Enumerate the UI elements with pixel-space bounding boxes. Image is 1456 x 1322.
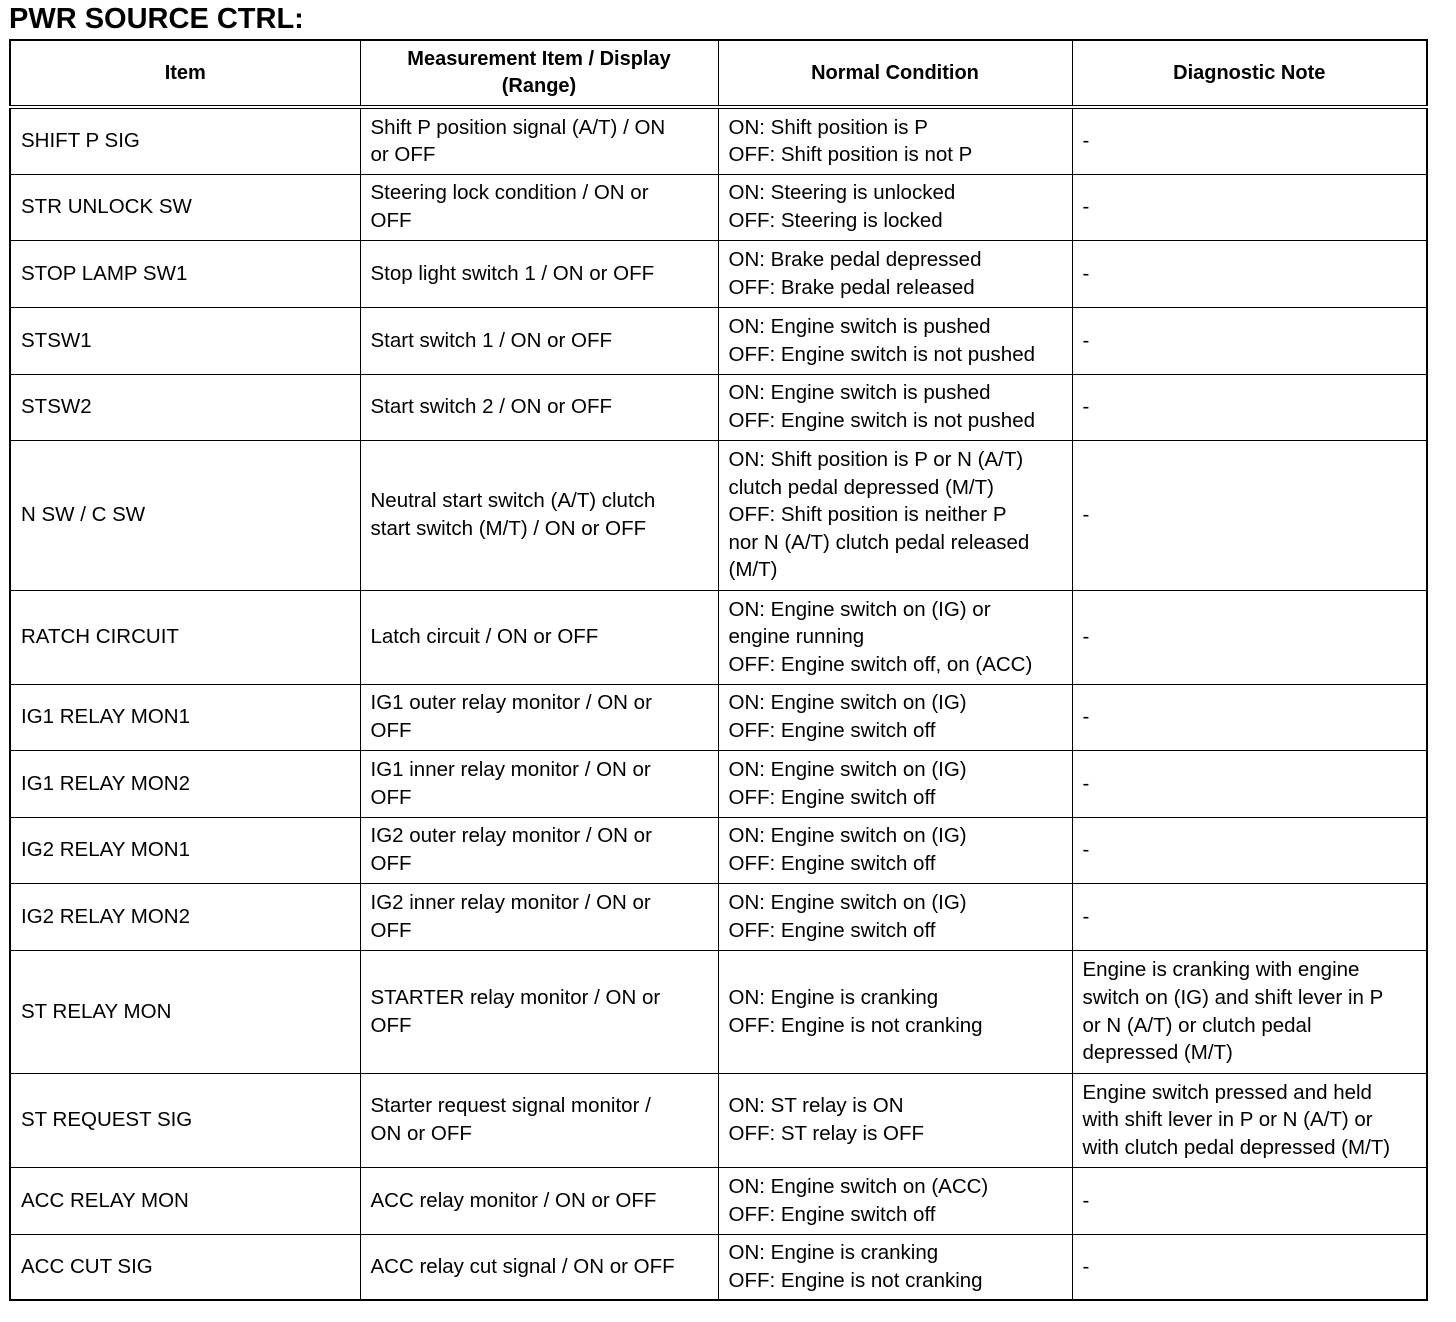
cell-normal-condition: [718, 1073, 1072, 1167]
cell-line: -: [1082, 503, 1090, 527]
cell-text: STSW2: [21, 395, 92, 419]
cell-diagnostic-note: [1072, 240, 1427, 307]
cell-text: IG2 RELAY MON2: [21, 904, 190, 928]
cell-line: or OFF: [370, 143, 436, 167]
cell-line: with clutch pedal depressed (M/T): [1082, 1135, 1391, 1159]
cell-line: -: [1082, 395, 1090, 419]
cell-line: -: [1082, 771, 1090, 795]
cell-line: Shift P position signal (A/T) / ON: [370, 115, 666, 139]
cell-normal-condition: [718, 750, 1072, 817]
cell-text: N SW / C SW: [21, 503, 146, 527]
cell-diagnostic-note: [1072, 684, 1427, 750]
cell-line: depressed (M/T): [1082, 1041, 1233, 1065]
cell-line: -: [1082, 904, 1090, 928]
cell-text: IG1 RELAY MON2: [21, 771, 190, 795]
cell-line: ON: Steering is unlocked: [728, 181, 956, 205]
cell-line: OFF: Engine switch is not pushed: [728, 409, 1036, 432]
cell-text: ST REQUEST SIG: [21, 1108, 193, 1132]
cell-item: [10, 174, 360, 240]
header-normal-condition: [718, 40, 1072, 107]
cell-line: ON: ST relay is ON: [728, 1094, 904, 1118]
cell-line: or N (A/T) or clutch pedal: [1082, 1013, 1312, 1037]
cell-line: nor N (A/T) clutch pedal released: [728, 530, 1030, 554]
cell-text: IG1 RELAY MON1: [21, 705, 190, 729]
cell-measurement: [360, 883, 718, 950]
cell-line: -: [1082, 328, 1090, 352]
cell-item: [10, 817, 360, 883]
cell-text: SHIFT P SIG: [21, 129, 140, 153]
table-row: [10, 684, 1427, 750]
cell-line: OFF: Brake pedal released: [728, 275, 975, 299]
cell-item: [10, 440, 360, 590]
cell-diagnostic-note: [1072, 1167, 1427, 1234]
cell-text: ACC CUT SIG: [21, 1254, 153, 1278]
cell-diagnostic-note: [1072, 107, 1427, 174]
cell-line: ON: Engine is cranking: [728, 1241, 939, 1265]
cell-normal-condition: [718, 883, 1072, 950]
cell-item: [10, 307, 360, 374]
table-row: [10, 374, 1427, 440]
cell-normal-condition: [718, 174, 1072, 240]
cell-line: OFF: Shift position is neither P: [728, 503, 1007, 527]
table-row: [10, 107, 1427, 174]
cell-line: OFF: Engine switch off, on (ACC): [728, 652, 1033, 676]
cell-line: OFF: Steering is locked: [728, 209, 943, 232]
cell-measurement: [360, 1073, 718, 1167]
cell-normal-condition: [718, 1234, 1072, 1300]
cell-line: STARTER relay monitor / ON or: [370, 985, 661, 1009]
cell-line: ON: Shift position is P: [728, 115, 928, 139]
header-line: Normal Condition: [811, 61, 979, 84]
cell-normal-condition: [718, 950, 1072, 1073]
cell-line: OFF: [370, 918, 412, 942]
cell-line: ON: Engine switch on (IG): [728, 890, 967, 914]
table-row: [10, 240, 1427, 307]
cell-line: OFF: [370, 852, 412, 875]
cell-line: OFF: [370, 209, 412, 232]
cell-text: ST RELAY MON: [21, 999, 172, 1023]
pwr-source-ctrl-table: [9, 39, 1428, 1301]
cell-item: [10, 950, 360, 1073]
cell-measurement: [360, 684, 718, 750]
cell-line: Neutral start switch (A/T) clutch: [370, 489, 656, 513]
cell-line: Engine is cranking with engine: [1082, 958, 1360, 982]
cell-line: Start switch 2 / ON or OFF: [370, 395, 612, 419]
cell-diagnostic-note: [1072, 750, 1427, 817]
table-row: [10, 440, 1427, 590]
cell-normal-condition: [718, 590, 1072, 684]
cell-line: ON: Brake pedal depressed: [728, 247, 982, 271]
cell-line: Start switch 1 / ON or OFF: [370, 328, 612, 352]
cell-diagnostic-note: [1072, 374, 1427, 440]
cell-line: engine running: [728, 625, 865, 649]
cell-line: OFF: Engine switch is not pushed: [728, 342, 1036, 366]
cell-diagnostic-note: [1072, 174, 1427, 240]
cell-line: -: [1082, 1254, 1090, 1278]
cell-measurement: [360, 590, 718, 684]
cell-text: RATCH CIRCUIT: [21, 625, 179, 649]
cell-measurement: [360, 107, 718, 174]
cell-normal-condition: [718, 1167, 1072, 1234]
cell-normal-condition: [718, 817, 1072, 883]
cell-line: IG1 inner relay monitor / ON or: [370, 757, 651, 781]
cell-line: ACC relay cut signal / ON or OFF: [370, 1254, 675, 1278]
cell-line: OFF: [370, 1013, 412, 1037]
table-row: [10, 883, 1427, 950]
cell-line: Engine switch pressed and held: [1082, 1080, 1372, 1104]
cell-line: IG1 outer relay monitor / ON or: [370, 691, 652, 715]
header-item: [10, 40, 360, 107]
cell-line: OFF: Engine switch off: [728, 719, 936, 742]
table-header-row: [10, 40, 1427, 107]
cell-diagnostic-note: [1072, 440, 1427, 590]
table-row: [10, 1073, 1427, 1167]
table-row: [10, 750, 1427, 817]
table-row: [10, 1234, 1427, 1300]
page-title: PWR SOURCE CTRL:: [9, 3, 304, 35]
cell-line: IG2 inner relay monitor / ON or: [370, 890, 651, 914]
header-line: Item: [164, 61, 206, 84]
cell-line: switch on (IG) and shift lever in P: [1082, 985, 1384, 1009]
cell-line: ON or OFF: [370, 1122, 472, 1145]
cell-item: [10, 107, 360, 174]
cell-item: [10, 1073, 360, 1167]
cell-line: ON: Engine switch is pushed: [728, 381, 991, 405]
cell-normal-condition: [718, 307, 1072, 374]
cell-line: ON: Engine switch on (IG): [728, 824, 967, 848]
cell-line: ON: Engine switch on (IG): [728, 691, 967, 715]
cell-line: ACC relay monitor / ON or OFF: [370, 1188, 657, 1212]
table-row: [10, 817, 1427, 883]
cell-line: Steering lock condition / ON or: [370, 181, 649, 205]
cell-line: Stop light switch 1 / ON or OFF: [370, 261, 655, 285]
table-row: [10, 950, 1427, 1073]
cell-text: STOP LAMP SW1: [21, 261, 188, 285]
cell-item: [10, 374, 360, 440]
cell-diagnostic-note: [1072, 817, 1427, 883]
cell-line: OFF: Engine is not cranking: [728, 1268, 983, 1292]
cell-item: [10, 684, 360, 750]
cell-measurement: [360, 174, 718, 240]
cell-line: ON: Engine switch on (IG): [728, 757, 967, 781]
cell-line: OFF: Engine is not cranking: [728, 1013, 983, 1037]
cell-item: [10, 1167, 360, 1234]
cell-text: STR UNLOCK SW: [21, 195, 192, 219]
cell-text: ACC RELAY MON: [21, 1188, 189, 1212]
cell-line: (M/T): [728, 558, 778, 582]
cell-line: ON: Shift position is P or N (A/T): [728, 448, 1024, 472]
cell-item: [10, 1234, 360, 1300]
cell-diagnostic-note: [1072, 883, 1427, 950]
cell-line: ON: Engine is cranking: [728, 985, 939, 1009]
cell-measurement: [360, 307, 718, 374]
cell-measurement: [360, 750, 718, 817]
cell-measurement: [360, 950, 718, 1073]
cell-measurement: [360, 440, 718, 590]
header-line: Diagnostic Note: [1173, 61, 1326, 84]
cell-line: -: [1082, 129, 1090, 153]
cell-line: -: [1082, 625, 1090, 649]
cell-line: ON: Engine switch on (IG) or: [728, 597, 991, 621]
cell-item: [10, 240, 360, 307]
cell-line: ON: Engine switch is pushed: [728, 314, 991, 338]
header-line: (Range): [501, 75, 577, 97]
header-line: Measurement Item / Display: [407, 48, 671, 70]
header-measurement: [360, 40, 718, 107]
table-row: [10, 1167, 1427, 1234]
cell-line: with shift lever in P or N (A/T) or: [1082, 1108, 1373, 1132]
cell-item: [10, 750, 360, 817]
cell-line: OFF: [370, 785, 412, 809]
cell-measurement: [360, 374, 718, 440]
cell-line: Starter request signal monitor /: [370, 1094, 651, 1118]
cell-line: -: [1082, 705, 1090, 729]
cell-line: OFF: Shift position is not P: [728, 143, 973, 167]
cell-text: IG2 RELAY MON1: [21, 838, 190, 862]
cell-diagnostic-note: [1072, 1234, 1427, 1300]
cell-line: OFF: [370, 719, 412, 742]
cell-line: -: [1082, 1188, 1090, 1212]
cell-diagnostic-note: [1072, 1073, 1427, 1167]
cell-line: OFF: Engine switch off: [728, 785, 936, 809]
cell-line: OFF: ST relay is OFF: [728, 1122, 925, 1145]
table-row: [10, 174, 1427, 240]
cell-item: [10, 883, 360, 950]
cell-line: clutch pedal depressed (M/T): [728, 475, 994, 499]
cell-line: IG2 outer relay monitor / ON or: [370, 824, 652, 848]
header-diagnostic-note: [1072, 40, 1427, 107]
cell-measurement: [360, 817, 718, 883]
cell-normal-condition: [718, 440, 1072, 590]
cell-measurement: [360, 1234, 718, 1300]
cell-line: -: [1082, 838, 1090, 862]
cell-normal-condition: [718, 684, 1072, 750]
cell-normal-condition: [718, 374, 1072, 440]
cell-diagnostic-note: [1072, 950, 1427, 1073]
cell-normal-condition: [718, 107, 1072, 174]
cell-diagnostic-note: [1072, 590, 1427, 684]
cell-line: OFF: Engine switch off: [728, 1202, 936, 1226]
cell-measurement: [360, 240, 718, 307]
cell-line: ON: Engine switch on (ACC): [728, 1174, 989, 1198]
table-row: [10, 590, 1427, 684]
cell-item: [10, 590, 360, 684]
cell-line: OFF: Engine switch off: [728, 852, 936, 875]
cell-line: OFF: Engine switch off: [728, 918, 936, 942]
cell-measurement: [360, 1167, 718, 1234]
cell-line: Latch circuit / ON or OFF: [370, 625, 599, 649]
cell-line: -: [1082, 195, 1090, 219]
cell-line: -: [1082, 261, 1090, 285]
cell-line: start switch (M/T) / ON or OFF: [370, 517, 647, 540]
cell-text: STSW1: [21, 328, 92, 352]
cell-normal-condition: [718, 240, 1072, 307]
cell-diagnostic-note: [1072, 307, 1427, 374]
table-row: [10, 307, 1427, 374]
